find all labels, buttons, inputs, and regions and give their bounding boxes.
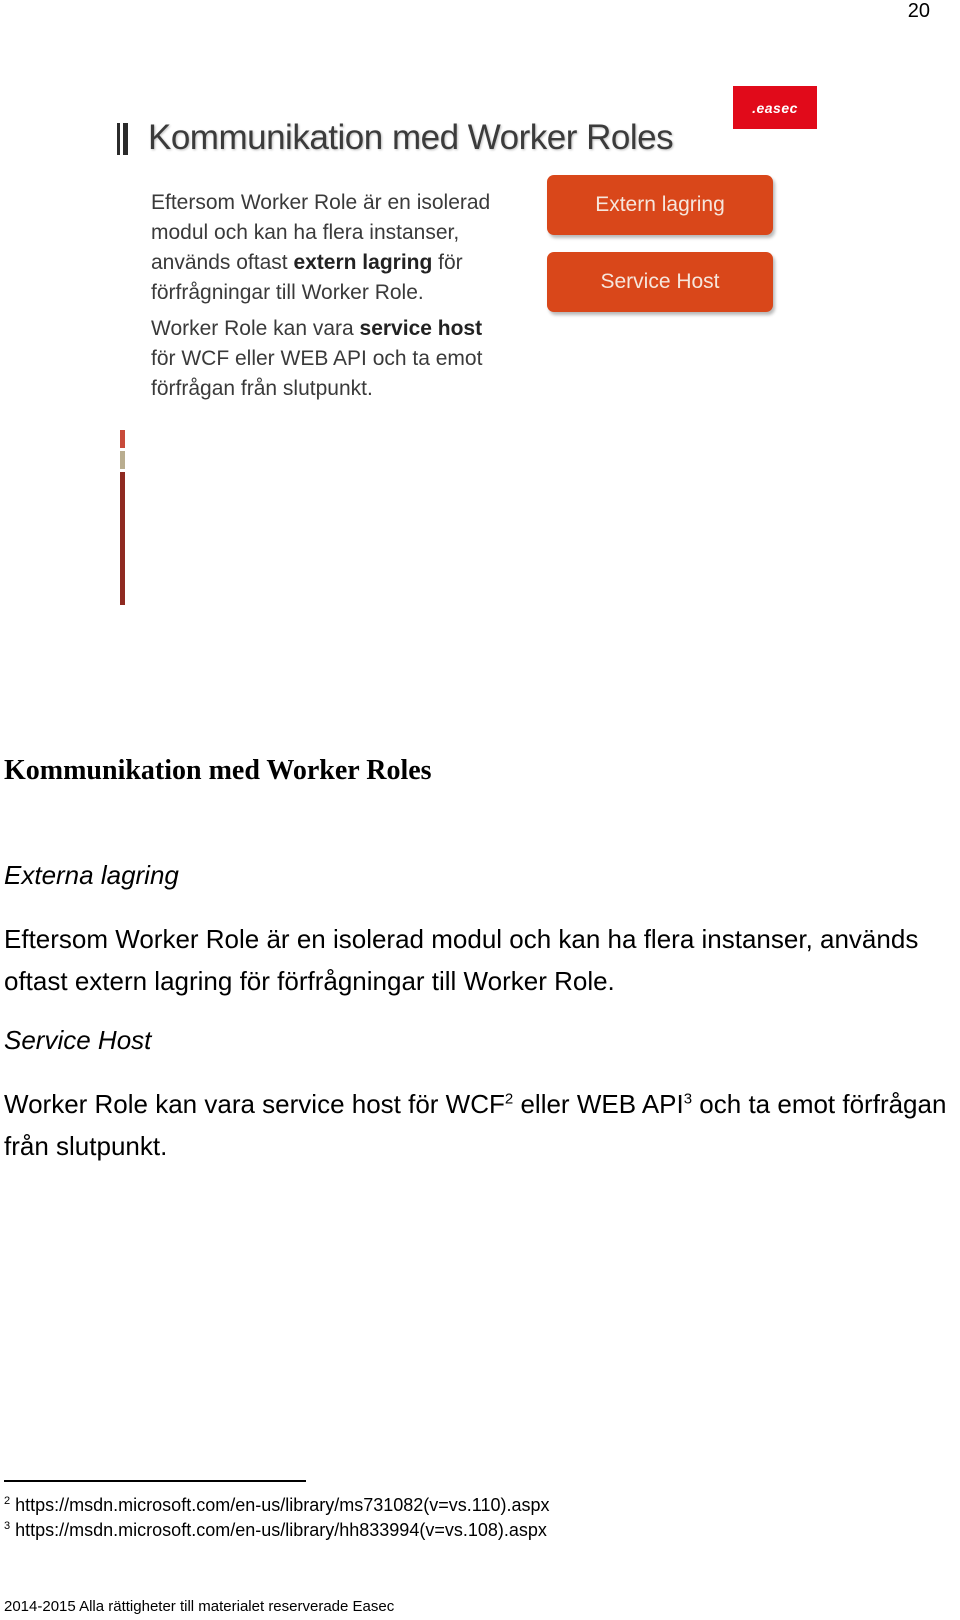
easec-logo: .easec [733,86,817,129]
page-footer: 2014-2015 Alla rättigheter till materialet reserverade Easec [4,1598,395,1615]
page-number: 20 [907,0,930,22]
service-host-box: Service Host [547,252,773,312]
footnote-3: $^3$ https://msdn.microsoft.com/en-us/library/hh833994(v=vs.108).aspx [4,1520,547,1540]
paragraph-externa-lagring: Eftersom Worker Role är en isolerad modul och kan ha flera instanser, används oftast extern lagring för förfrågningar till Worker Role. [4,924,919,996]
section-heading: Kommunikation med Worker Roles [4,755,432,786]
footnote-2: $^2$ https://msdn.microsoft.com/en-us/library/ms731082(v=vs.110).aspx [4,1495,550,1515]
slide-paragraph-2: Worker Role kan vara service host för WCF eller WEB API och ta emot förfrågan från slutpunkt. [151,317,483,400]
subheading-externa-lagring: Externa lagring [4,860,179,890]
footnote-link[interactable]: https://msdn.microsoft.com/en-us/library/ms731082(v=vs.110).aspx [15,1495,550,1515]
extern-lagring-box: Extern lagring [547,175,773,235]
subheading-service-host: Service Host [4,1025,152,1055]
slide-accent-line [120,451,125,469]
footnote-link[interactable]: https://msdn.microsoft.com/en-us/library/hh833994(v=vs.108).aspx [15,1520,547,1540]
slide-paragraph-1: Eftersom Worker Role är en isolerad modul och kan ha flera instanser, används oftast extern lagring för förfrågningar till Worker Role. [151,191,491,304]
slide-accent-line [120,472,125,605]
footnote-divider [4,1480,306,1482]
paragraph-service-host: Worker Role kan vara service host för WCF$^2$ eller WEB API$^3$ och ta emot förfrågan från slutpunkt. [4,1089,947,1161]
title-bar-icon [117,123,129,155]
slide-title: Kommunikation med Worker Roles [148,118,674,157]
footnote-ref-3[interactable]: 3 [683,1090,693,1108]
slide-image [110,78,820,638]
slide-body [151,188,491,410]
footnote-ref-2[interactable]: 2 [504,1090,514,1108]
slide-accent-line [120,430,125,448]
